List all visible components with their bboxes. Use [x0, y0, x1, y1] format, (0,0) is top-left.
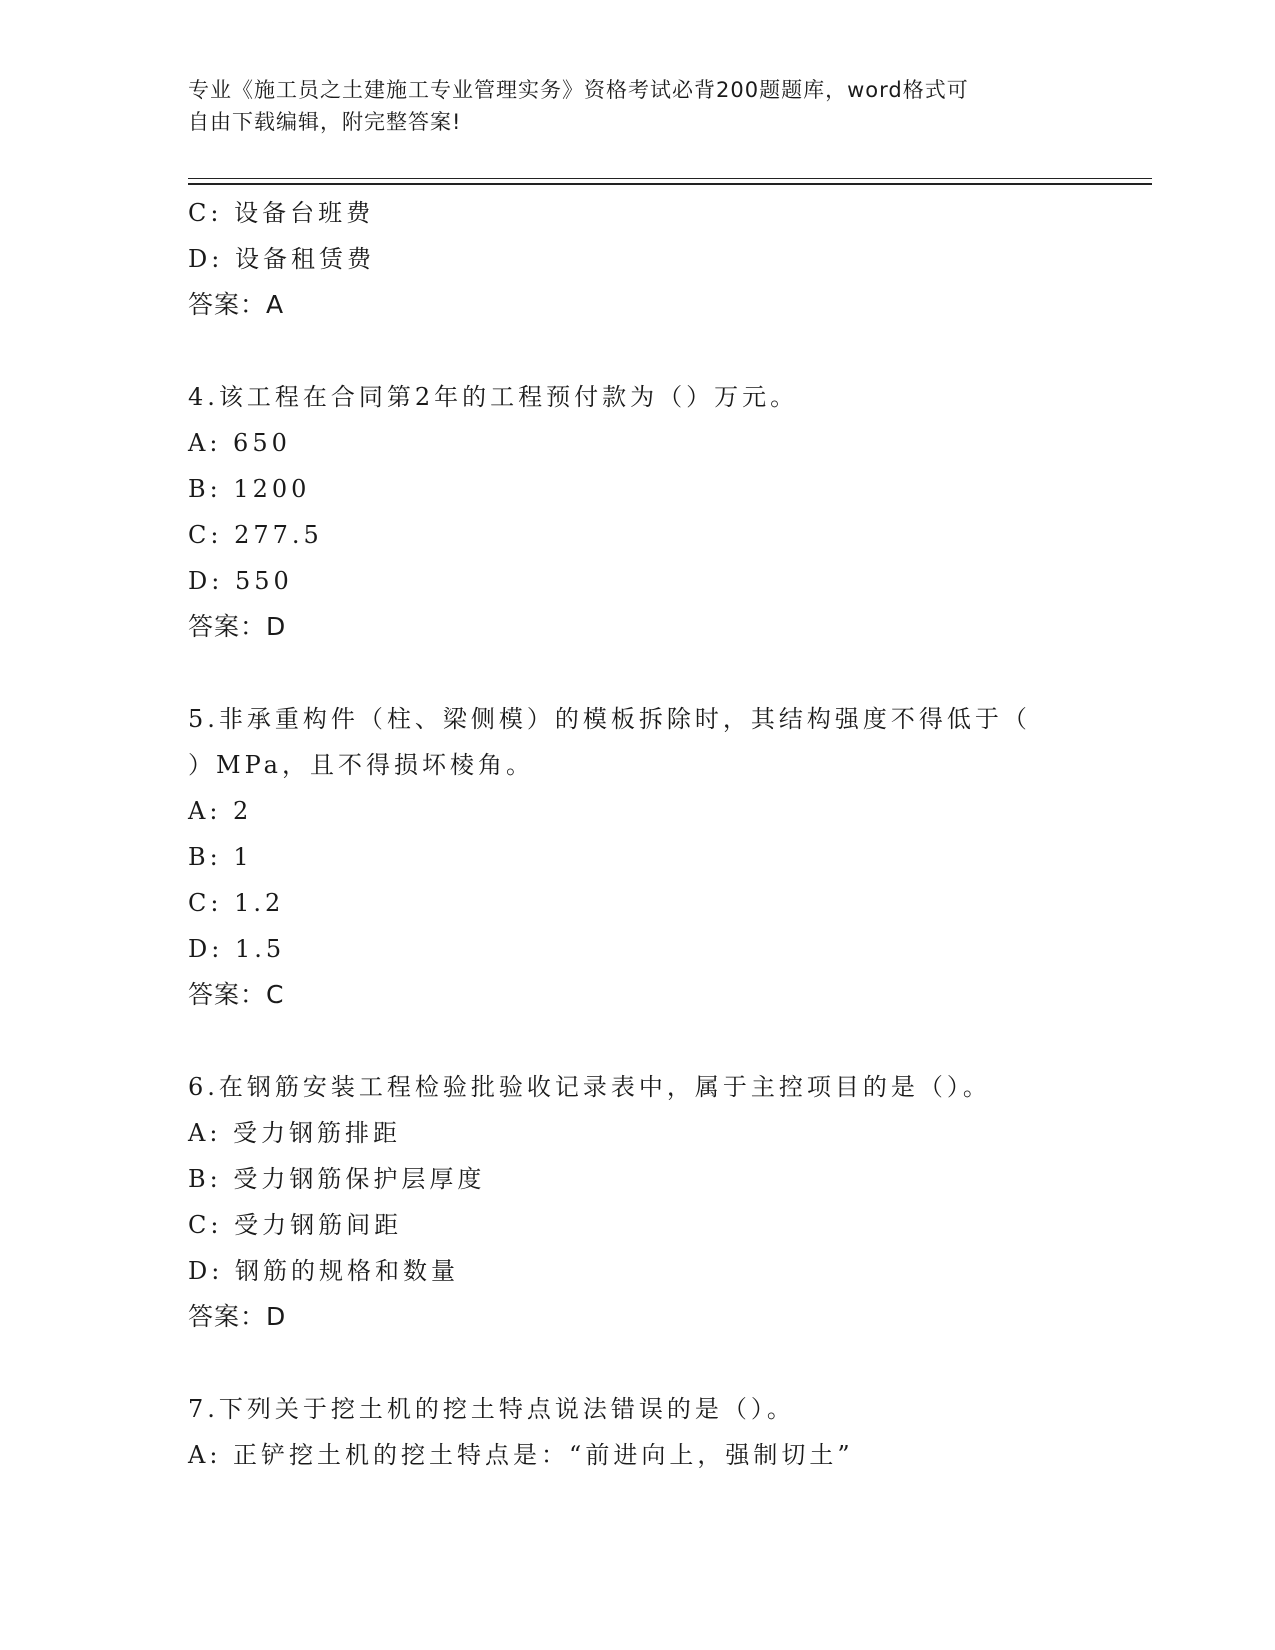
question-stem: 4.该工程在合同第2年的工程预付款为（）万元。 [188, 383, 799, 411]
question-4 [188, 374, 1088, 650]
option-c: C: 设备台班费 [188, 199, 375, 227]
question-5 [188, 696, 1088, 1018]
header-divider-thick [188, 183, 1152, 185]
question-7 [188, 1386, 1088, 1478]
question-6 [188, 1064, 1088, 1340]
option-a: A: 正铲挖土机的挖土特点是：“前进向上，强制切土” [188, 1441, 854, 1469]
spacer [188, 650, 1088, 696]
header-divider-thin [188, 178, 1152, 179]
question-stem: 6.在钢筋安装工程检验批验收记录表中，属于主控项目的是（）。 [188, 1073, 991, 1101]
question-list [188, 190, 1088, 1478]
option-c: C: 受力钢筋间距 [188, 1211, 403, 1239]
option-b: B: 1200 [188, 475, 311, 503]
option-d: D: 550 [188, 567, 293, 595]
spacer [188, 1340, 1088, 1386]
question-3-tail [188, 190, 1088, 328]
option-a: A: 受力钢筋排距 [188, 1119, 402, 1147]
option-a: A: 650 [188, 429, 291, 457]
question-stem: 7.下列关于挖土机的挖土特点说法错误的是（）。 [188, 1395, 795, 1423]
option-c: C: 1.2 [188, 889, 285, 917]
header-line-2: 自由下载编辑，附完整答案! [188, 110, 462, 134]
document-header [188, 74, 1088, 138]
question-stem-line-2: ）MPa，且不得损坏棱角。 [188, 751, 534, 779]
answer-line: 答案：D [188, 1302, 287, 1331]
spacer [188, 328, 1088, 374]
spacer [188, 1018, 1088, 1064]
option-d: D: 钢筋的规格和数量 [188, 1257, 459, 1285]
answer-line: 答案：C [188, 980, 285, 1009]
option-b: B: 1 [188, 843, 253, 871]
option-a: A: 2 [188, 797, 253, 825]
option-b: B: 受力钢筋保护层厚度 [188, 1165, 486, 1193]
option-d: D: 设备租赁费 [188, 245, 375, 273]
answer-line: 答案：A [188, 290, 285, 319]
question-stem-line-1: 5.非承重构件（柱、梁侧模）的模板拆除时，其结构强度不得低于（ [188, 705, 1031, 733]
option-d: D: 1.5 [188, 935, 286, 963]
header-line-1: 专业《施工员之土建施工专业管理实务》资格考试必背200题题库，word格式可 [188, 78, 969, 102]
option-c: C: 277.5 [188, 521, 323, 549]
answer-line: 答案：D [188, 612, 287, 641]
